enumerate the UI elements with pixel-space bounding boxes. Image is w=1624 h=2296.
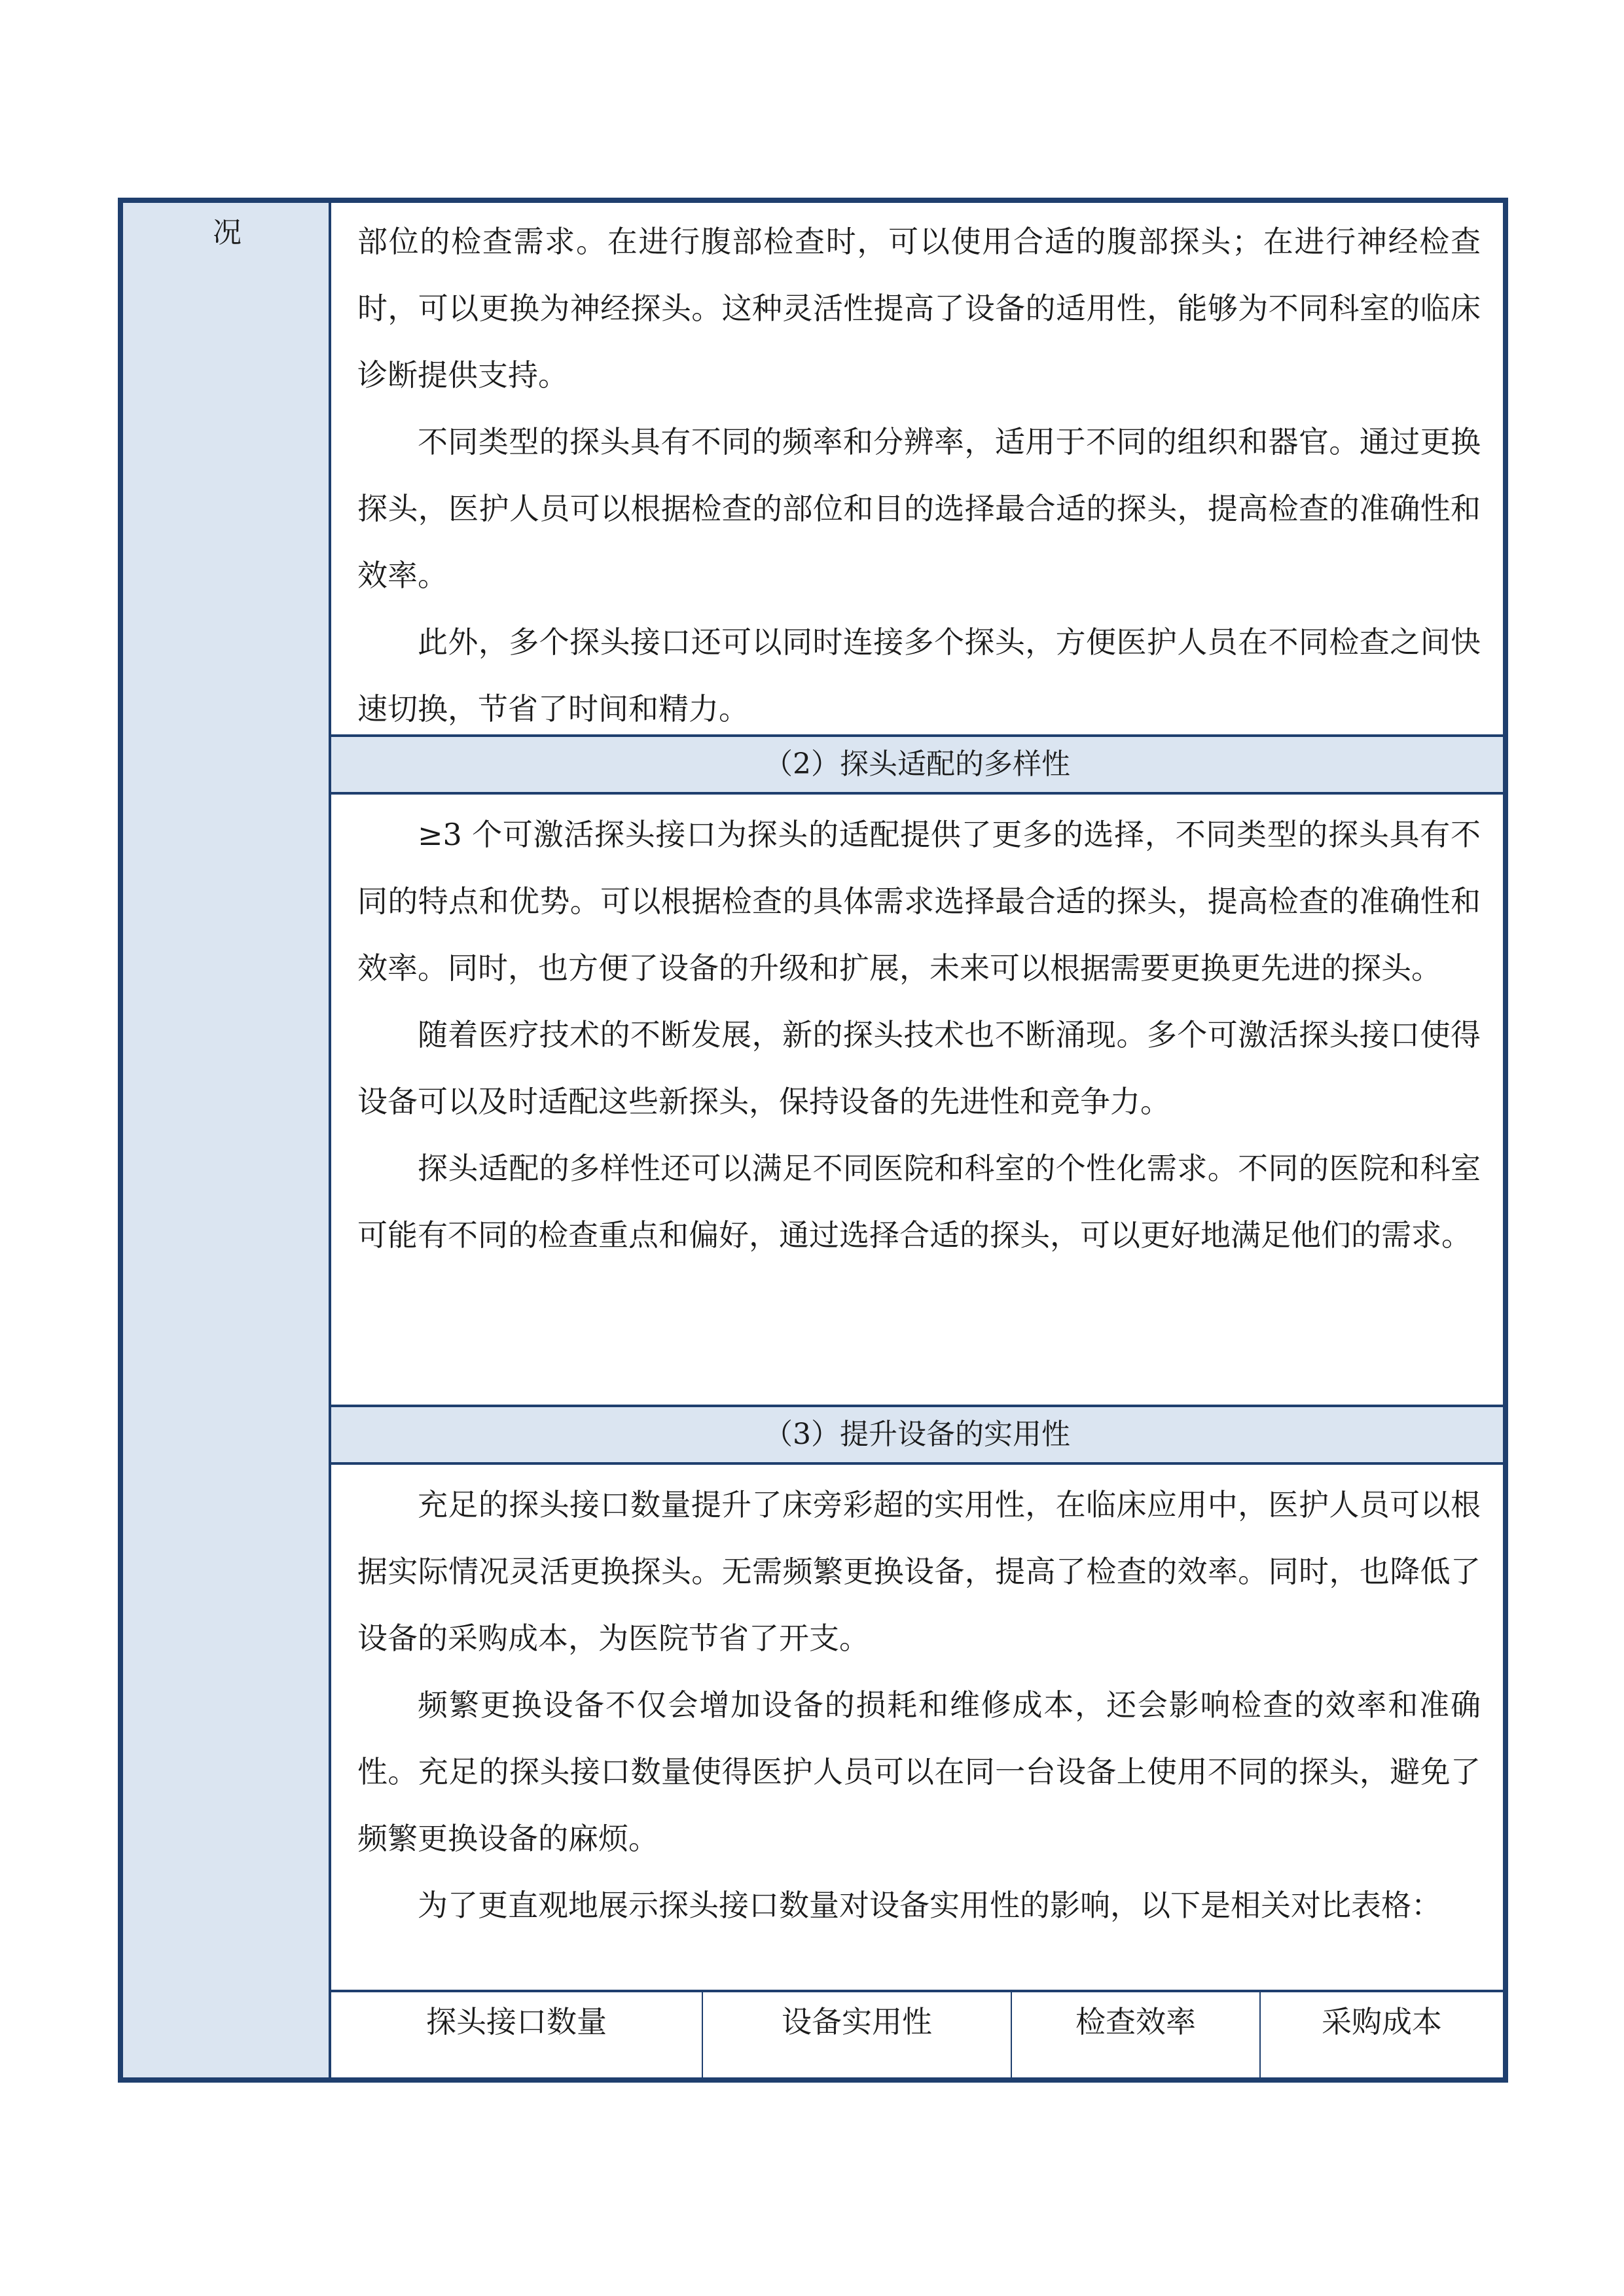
section-3-body — [331, 1471, 1503, 1939]
table-header-cell: 检查效率 — [1012, 1992, 1261, 2077]
paragraph: 部位的检查需求。在进行腹部检查时，可以使用合适的腹部探头；在进行神经检查时，可以更换为神经探头。这种灵活性提高了设备的适用性，能够为不同科室的临床诊断提供支持。 — [357, 224, 1481, 393]
comparison-table-header-row — [331, 1990, 1503, 2077]
section-2-title: （2）探头适配的多样性 — [331, 734, 1503, 795]
paragraph: 此外，多个探头接口还可以同时连接多个探头，方便医护人员在不同检查之间快速切换，节省了时间和精力。 — [357, 624, 1481, 726]
paragraph: 频繁更换设备不仅会增加设备的损耗和维修成本，还会影响检查的效率和准确性。充足的探头接口数量使得医护人员可以在同一台设备上使用不同的探头，避免了频繁更换设备的麻烦。 — [357, 1687, 1481, 1856]
paragraph: 充足的探头接口数量提升了床旁彩超的实用性，在临床应用中，医护人员可以根据实际情况灵活更换探头。无需频繁更换设备，提高了检查的效率。同时，也降低了设备的采购成本，为医院节省了开支。 — [357, 1487, 1481, 1656]
paragraph: 探头适配的多样性还可以满足不同医院和科室的个性化需求。不同的医院和科室可能有不同的检查重点和偏好，通过选择合适的探头，可以更好地满足他们的需求。 — [357, 1151, 1481, 1253]
paragraph: 为了更直观地展示探头接口数量对设备实用性的影响，以下是相关对比表格： — [418, 1888, 1441, 1923]
table-header-cell: 探头接口数量 — [331, 1992, 703, 2077]
section-3-title: （3）提升设备的实用性 — [331, 1405, 1503, 1465]
right-content-column — [331, 203, 1503, 2077]
table-header-cell: 采购成本 — [1322, 2004, 1442, 2039]
left-label: 况 — [213, 216, 242, 249]
section-1-body — [331, 208, 1503, 742]
left-label-column — [123, 203, 331, 2077]
paragraph: 不同类型的探头具有不同的频率和分辨率，适用于不同的组织和器官。通过更换探头，医护人员可以根据检查的部位和目的选择最合适的探头，提高检查的准确性和效率。 — [357, 424, 1481, 593]
paragraph: 随着医疗技术的不断发展，新的探头技术也不断涌现。多个可激活探头接口使得设备可以及时适配这些新探头，保持设备的先进性和竞争力。 — [357, 1017, 1481, 1119]
paragraph: ≥3 个可激活探头接口为探头的适配提供了更多的选择，不同类型的探头具有不同的特点和优势。可以根据检查的具体需求选择最合适的探头，提高检查的准确性和效率。同时，也方便了设备的升级和扩展，未来可以根据需要更换更先进的探头。 — [357, 817, 1481, 986]
content-table — [118, 198, 1508, 2083]
table-header-cell: 设备实用性 — [703, 1992, 1012, 2077]
section-2-body — [331, 801, 1503, 1268]
